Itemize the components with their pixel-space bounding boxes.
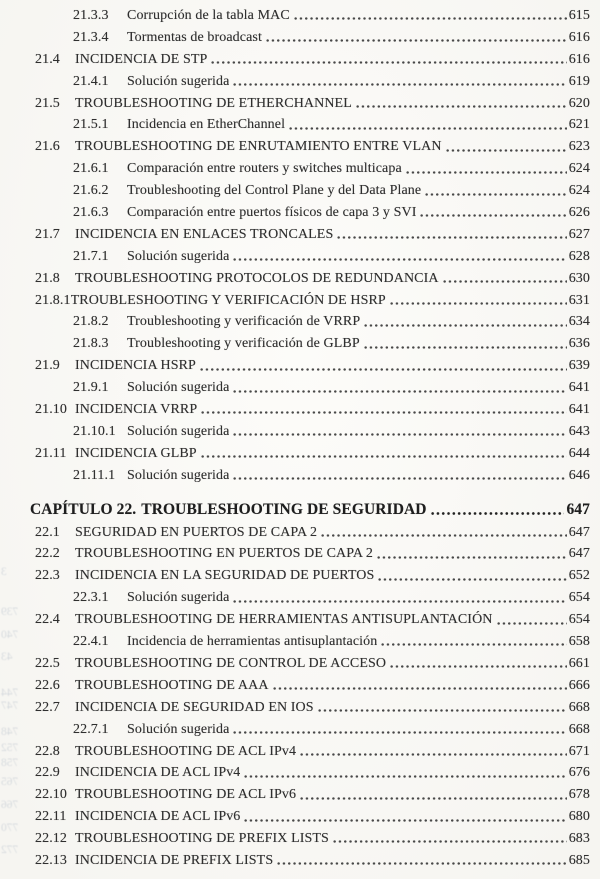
toc-entry bbox=[35, 631, 590, 653]
toc-entry bbox=[35, 114, 590, 136]
toc-entry-number: 21.3.3 bbox=[73, 8, 109, 23]
dot-leader bbox=[299, 741, 567, 763]
toc-entry-page-number: 628 bbox=[568, 248, 590, 264]
dot-leader bbox=[380, 631, 566, 653]
toc-entry-number: 22.5 bbox=[35, 655, 60, 671]
toc-entry bbox=[35, 653, 590, 675]
toc-entry-page-number: 631 bbox=[568, 292, 590, 308]
toc-entry-title: TROUBLESHOOTING PROTOCOLOS DE REDUNDANCIA bbox=[75, 270, 439, 286]
toc-entry-number: 22.7 bbox=[35, 699, 60, 715]
toc-entry-number: 22.8 bbox=[35, 743, 60, 759]
toc-entry-page-number: 639 bbox=[568, 358, 590, 374]
toc-entry-number: 22.13 bbox=[35, 852, 67, 868]
dot-leader bbox=[430, 498, 565, 522]
toc-entry bbox=[35, 421, 590, 443]
toc-entry-number: 21.3.4 bbox=[73, 29, 109, 45]
toc-entry-page-number: 626 bbox=[568, 205, 590, 221]
dot-leader bbox=[243, 762, 566, 784]
toc-entry-number: 21.10.1 bbox=[73, 423, 116, 439]
toc-entry-title: Tormentas de broadcast bbox=[127, 29, 262, 45]
toc-entry-title: TROUBLESHOOTING DE CONTROL DE ACCESO bbox=[75, 655, 387, 671]
dot-leader bbox=[232, 587, 566, 609]
toc-entry-page-number: 623 bbox=[568, 139, 590, 155]
toc-entry-number: 22.3.1 bbox=[73, 590, 109, 606]
bleedthrough-page-number: 765 bbox=[1, 776, 19, 788]
toc-entry-title: Incidencia en EtherChannel bbox=[127, 117, 286, 133]
toc-entry-number: 21.4 bbox=[35, 51, 60, 67]
toc-entry-title: INCIDENCIA DE SEGURIDAD EN IOS bbox=[75, 699, 314, 715]
toc-entry-page-number: 678 bbox=[568, 787, 590, 803]
toc-entry-number: 21.9 bbox=[35, 358, 60, 374]
toc-entry-page-number: 683 bbox=[568, 831, 590, 847]
toc-entry-title: Solución sugerida bbox=[127, 248, 230, 264]
toc-entry-number: 21.8.3 bbox=[73, 336, 109, 352]
toc-entry-title: TROUBLESHOOTING DE HERRAMIENTAS ANTISUPLANTACIÓN bbox=[75, 612, 493, 628]
toc-entry-page-number: 616 bbox=[568, 29, 590, 45]
toc-entry-page-number: 621 bbox=[568, 117, 590, 133]
dot-leader bbox=[424, 180, 567, 202]
toc-entry-page-number: 643 bbox=[568, 423, 590, 439]
toc-entry-page-number: 620 bbox=[568, 95, 590, 111]
toc-entry bbox=[35, 762, 590, 784]
toc-entry bbox=[35, 246, 590, 268]
toc-entry bbox=[35, 850, 590, 872]
toc-entry-page-number: 661 bbox=[568, 655, 590, 671]
toc-entry bbox=[35, 828, 590, 850]
toc-entry bbox=[35, 311, 590, 333]
toc-entry-number: 21.9.1 bbox=[73, 380, 109, 396]
toc-entry-page-number: 619 bbox=[568, 73, 590, 89]
bleedthrough-page-number: 766 bbox=[1, 799, 19, 811]
toc-entry-page-number: 668 bbox=[568, 699, 590, 715]
toc-entry-page-number: 630 bbox=[568, 270, 590, 286]
toc-entry-page-number: 654 bbox=[568, 590, 590, 606]
dot-leader bbox=[272, 675, 567, 697]
toc-entry-title: Solución sugerida bbox=[127, 467, 230, 483]
toc-entry-number: 21.4.1 bbox=[73, 73, 109, 89]
toc-entry-title: INCIDENCIA HSRP bbox=[75, 358, 196, 374]
toc-entry-number: 22.4.1 bbox=[73, 634, 109, 650]
toc-entry-title: Troubleshooting y verificación de GLBP bbox=[127, 336, 360, 352]
toc-entry bbox=[35, 522, 590, 544]
dot-leader bbox=[265, 27, 567, 49]
toc-entry bbox=[35, 71, 590, 93]
toc-entry-title: Comparación entre puertos físicos de capa 3 y SVI bbox=[127, 205, 417, 221]
dot-leader bbox=[200, 399, 566, 421]
toc-entry bbox=[35, 741, 590, 763]
toc-entry-number: 22.6 bbox=[35, 677, 60, 693]
toc-entry-number: 22.4 bbox=[35, 612, 60, 628]
toc-entry-page-number: 658 bbox=[568, 634, 590, 650]
toc-entry-number: 22.3 bbox=[35, 568, 60, 584]
toc-entry-page-number: 676 bbox=[568, 765, 590, 781]
toc-entry-title: Comparación entre routers y switches multicapa bbox=[127, 161, 402, 177]
bleedthrough-page-number: 740 bbox=[1, 629, 19, 641]
toc-entry-title: INCIDENCIA DE STP bbox=[75, 51, 208, 67]
dot-leader bbox=[317, 697, 567, 719]
dot-leader bbox=[363, 333, 567, 355]
toc-entry-title: TROUBLESHOOTING DE ENRUTAMIENTO ENTRE VLAN bbox=[75, 139, 442, 155]
dot-leader bbox=[496, 609, 567, 631]
toc-entry bbox=[35, 202, 590, 224]
toc-entry-page-number: 647 bbox=[566, 500, 590, 518]
toc-entry-page-number: 634 bbox=[568, 314, 590, 330]
dot-leader bbox=[405, 158, 567, 180]
dot-leader bbox=[389, 290, 567, 312]
dot-leader bbox=[320, 522, 567, 544]
bleedthrough-page-number: 752 bbox=[1, 742, 19, 754]
dot-leader bbox=[377, 565, 566, 587]
toc-entry-title: Corrupción de la tabla MAC bbox=[127, 8, 290, 23]
dot-leader bbox=[442, 268, 567, 290]
toc-entry-page-number: 624 bbox=[568, 183, 590, 199]
toc-entry bbox=[35, 565, 590, 587]
toc-entry-title: INCIDENCIA GLBP bbox=[75, 445, 197, 461]
toc-entry-title: TROUBLESHOOTING DE PREFIX LISTS bbox=[75, 831, 329, 847]
toc-entry-title: TROUBLESHOOTING EN PUERTOS DE CAPA 2 bbox=[75, 546, 373, 562]
toc-entry-page-number: 680 bbox=[568, 809, 590, 825]
toc-entry bbox=[35, 49, 590, 71]
toc-entry-title: TROUBLESHOOTING DE ACL IPv4 bbox=[75, 743, 297, 759]
toc-entry-number: 21.6 bbox=[35, 139, 60, 155]
toc-entry bbox=[35, 587, 590, 609]
toc-entry-page-number: 654 bbox=[568, 612, 590, 628]
dot-leader bbox=[445, 136, 567, 158]
dot-leader bbox=[199, 355, 567, 377]
dot-leader bbox=[232, 465, 566, 487]
toc-entry-page-number: 666 bbox=[568, 677, 590, 693]
toc-entry-title: Troubleshooting y verificación de VRRP bbox=[127, 314, 361, 330]
toc-entry-number: 21.6.3 bbox=[73, 205, 109, 221]
toc-entry-number: 22.11 bbox=[35, 809, 67, 825]
dot-leader bbox=[232, 421, 566, 443]
toc-entry-title: INCIDENCIA DE PREFIX LISTS bbox=[75, 852, 274, 868]
toc-entry-page-number: 641 bbox=[568, 380, 590, 396]
toc-entry-title: TROUBLESHOOTING DE SEGURIDAD bbox=[141, 500, 427, 518]
toc-entry-number: 21.7 bbox=[35, 226, 60, 242]
toc-entry bbox=[35, 806, 590, 828]
toc-entry-page-number: 616 bbox=[568, 51, 590, 67]
dot-leader bbox=[293, 5, 567, 27]
dot-leader bbox=[336, 224, 566, 246]
toc-entry-number: 21.5.1 bbox=[73, 117, 109, 133]
bleedthrough-page-number: 770 bbox=[1, 822, 19, 834]
toc-entry bbox=[35, 465, 590, 487]
bleedthrough-page-number: 758 bbox=[1, 757, 19, 769]
toc-entry-page-number: 636 bbox=[568, 336, 590, 352]
toc-entry-title: INCIDENCIA DE ACL IPv4 bbox=[75, 765, 241, 781]
toc-entry bbox=[35, 355, 590, 377]
toc-entry-number: 21.5 bbox=[35, 95, 60, 111]
toc-entry-number: 22.2 bbox=[35, 546, 60, 562]
toc-entry-number: 21.11 bbox=[35, 445, 67, 461]
toc-entry bbox=[35, 158, 590, 180]
dot-leader bbox=[389, 653, 567, 675]
dot-leader bbox=[299, 784, 567, 806]
toc-entry bbox=[35, 609, 590, 631]
toc-entry-number: CAPÍTULO 22. bbox=[30, 500, 137, 518]
toc-entry bbox=[35, 543, 590, 565]
toc-entry-title: INCIDENCIA EN ENLACES TRONCALES bbox=[75, 226, 334, 242]
toc-entry-number: 22.10 bbox=[35, 787, 67, 803]
bleedthrough-page-number: 772 bbox=[1, 844, 19, 856]
toc-entry-number: 21.7.1 bbox=[73, 248, 109, 264]
toc-entry-title: Solución sugerida bbox=[127, 380, 230, 396]
toc-entry-page-number: 627 bbox=[568, 226, 590, 242]
toc-entry bbox=[35, 27, 590, 49]
toc-entry-page-number: 685 bbox=[568, 852, 590, 868]
dot-leader bbox=[419, 202, 566, 224]
toc-entry-number: 21.8.2 bbox=[73, 314, 109, 330]
toc-entry bbox=[35, 136, 590, 158]
toc-entry-number: 21.8 bbox=[35, 270, 60, 286]
bleedthrough-page-number: 43 bbox=[1, 651, 13, 663]
toc-entry bbox=[35, 719, 590, 741]
toc-entry bbox=[35, 268, 590, 290]
toc-entry-title: INCIDENCIA VRRP bbox=[75, 402, 198, 418]
toc-entry-page-number: 647 bbox=[568, 524, 590, 540]
dot-leader bbox=[232, 246, 566, 268]
toc-entry bbox=[35, 697, 590, 719]
toc-entry-title: TROUBLESHOOTING DE ACL IPv6 bbox=[75, 787, 297, 803]
toc-entry bbox=[35, 333, 590, 355]
toc-entry bbox=[35, 224, 590, 246]
toc-entry-title: Solución sugerida bbox=[127, 590, 230, 606]
dot-leader bbox=[243, 806, 566, 828]
dot-leader bbox=[355, 93, 567, 115]
toc-entry-number: 21.11.1 bbox=[73, 467, 116, 483]
toc-entry-page-number: 671 bbox=[568, 743, 590, 759]
dot-leader bbox=[200, 443, 567, 465]
bleedthrough-page-number: 739 bbox=[1, 606, 19, 618]
bleedthrough-page-number: 744 bbox=[1, 687, 19, 699]
toc-entry-title: Solución sugerida bbox=[127, 423, 230, 439]
toc-entry-title: Solución sugerida bbox=[127, 721, 230, 737]
toc-entry-title: INCIDENCIA DE ACL IPv6 bbox=[75, 809, 241, 825]
toc-entry-page-number: 615 bbox=[568, 8, 590, 23]
toc-entry-title: Troubleshooting del Control Plane y del Data Plane bbox=[127, 183, 422, 199]
dot-leader bbox=[332, 828, 567, 850]
toc-entry-number: 21.6.2 bbox=[73, 183, 109, 199]
bleedthrough-page-number: 748 bbox=[1, 726, 19, 738]
toc-entry-number: 22.12 bbox=[35, 831, 67, 847]
toc-entry-number: 22.7.1 bbox=[73, 721, 109, 737]
dot-leader bbox=[363, 311, 566, 333]
toc-entry bbox=[35, 784, 590, 806]
toc-entry-page-number: 652 bbox=[568, 568, 590, 584]
toc-entry-page-number: 641 bbox=[568, 402, 590, 418]
dot-leader bbox=[232, 719, 566, 741]
toc-entry bbox=[35, 443, 590, 465]
toc-entry-page-number: 668 bbox=[568, 721, 590, 737]
dot-leader bbox=[210, 49, 566, 71]
toc-entry-title: SEGURIDAD EN PUERTOS DE CAPA 2 bbox=[75, 524, 318, 540]
toc-entry bbox=[35, 675, 590, 697]
toc-entry-page-number: 644 bbox=[568, 445, 590, 461]
toc-entry bbox=[35, 399, 590, 421]
toc-entry-title: TROUBLESHOOTING Y VERIFICACIÓN DE HSRP bbox=[70, 292, 386, 308]
toc-entry-number: 21.10 bbox=[35, 402, 67, 418]
bleedthrough-page-number: 747 bbox=[1, 700, 19, 712]
toc-chapter-heading bbox=[30, 498, 590, 522]
toc-entry bbox=[35, 93, 590, 115]
bleedthrough-page-number: 3 bbox=[1, 566, 7, 578]
toc-entry bbox=[35, 377, 590, 399]
toc-entry bbox=[35, 5, 590, 27]
toc-entry-page-number: 646 bbox=[568, 467, 590, 483]
dot-leader bbox=[232, 71, 566, 93]
toc-entry-title: INCIDENCIA EN LA SEGURIDAD DE PUERTOS bbox=[75, 568, 375, 584]
toc-entry-title: TROUBLESHOOTING DE AAA bbox=[75, 677, 269, 693]
toc-entry-number: 22.9 bbox=[35, 765, 60, 781]
toc-entry-number: 21.8.1 bbox=[35, 292, 71, 308]
toc-entry-title: TROUBLESHOOTING DE ETHERCHANNEL bbox=[75, 95, 352, 111]
dot-leader bbox=[288, 114, 567, 136]
toc-entry-number: 21.6.1 bbox=[73, 161, 109, 177]
dot-leader bbox=[276, 850, 566, 872]
toc-entry-number: 22.1 bbox=[35, 524, 60, 540]
toc-entry bbox=[35, 290, 590, 312]
toc-entry bbox=[35, 180, 590, 202]
toc-entry-page-number: 647 bbox=[568, 546, 590, 562]
dot-leader bbox=[376, 543, 567, 565]
toc-entry-title: Incidencia de herramientas antisuplantación bbox=[127, 634, 378, 650]
toc-entry-title: Solución sugerida bbox=[127, 73, 230, 89]
toc-entry-page-number: 624 bbox=[568, 161, 590, 177]
dot-leader bbox=[232, 377, 566, 399]
